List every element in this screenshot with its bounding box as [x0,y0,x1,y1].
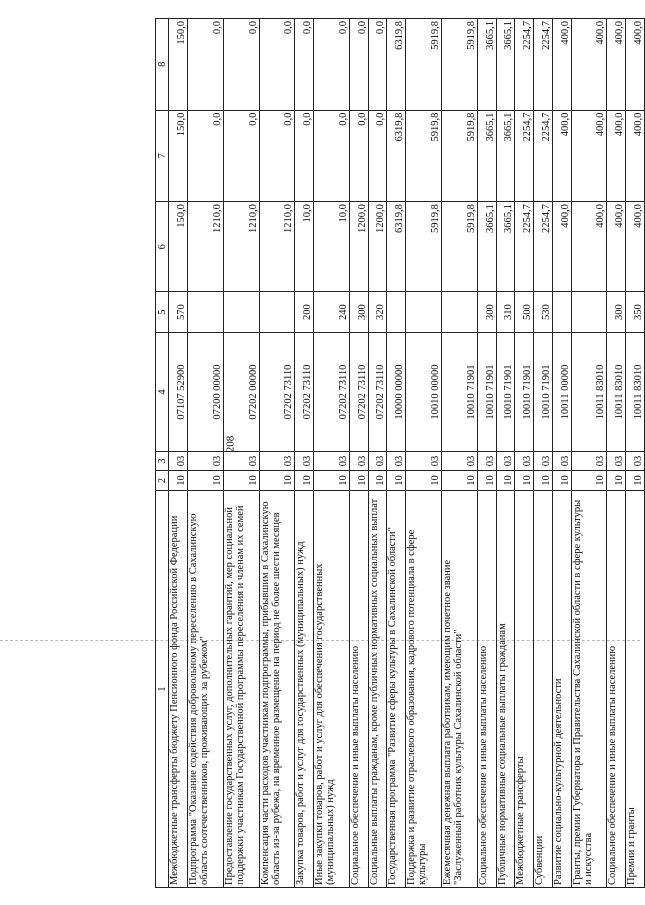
amount-year2: 6319,8 [387,110,406,202]
row-name: Социальное обеспечение и иные выплаты населению [607,491,626,888]
amount-year2: 0,0 [368,110,387,202]
subsection-code: 03 [552,452,571,470]
expense-type-code: 350 [626,292,645,332]
budget-table-rotated [155,18,645,888]
subsection-code: 03 [406,452,442,470]
table-row [259,19,295,888]
target-article-code: 07200 00000 [187,332,223,452]
expense-type-code [442,292,478,332]
amount-year3: 0,0 [314,19,350,111]
page-number: 208 [224,435,237,453]
section-code: 10 [259,470,295,491]
section-code: 10 [496,470,515,491]
table-row [477,19,496,888]
target-article-code: 10010 71901 [515,332,534,452]
row-name: Публичные нормативные социальные выплаты гражданам [496,491,515,888]
target-article-code: 10010 71901 [477,332,496,452]
amount-year2: 0,0 [223,110,259,202]
table-row [169,19,188,888]
amount-year1: 2254,7 [534,202,553,292]
expense-type-code [259,292,295,332]
amount-year2: 400,0 [552,110,571,202]
target-article-code: 07202 73110 [368,332,387,452]
row-name: Межбюджетные трансферты бюджету Пенсионного фонда Российской Федерации [169,491,188,888]
table-row [496,19,515,888]
section-code: 10 [626,470,645,491]
row-name: Межбюджетные трансферты [515,491,534,888]
subsection-code: 03 [314,452,350,470]
amount-year2: 2254,7 [534,110,553,202]
amount-year3: 400,0 [552,19,571,111]
expense-type-code [552,292,571,332]
column-header-2: 2 [156,470,169,491]
amount-year3: 2254,7 [515,19,534,111]
section-code: 10 [368,470,387,491]
amount-year3: 0,0 [223,19,259,111]
amount-year1: 3665,1 [477,202,496,292]
amount-year2: 0,0 [314,110,350,202]
expense-type-code [406,292,442,332]
expense-type-code: 300 [607,292,626,332]
target-article-code: 07202 73110 [295,332,314,452]
column-header-4: 4 [156,332,169,452]
row-name: Государственная программа "Развитие сферы культуры в Сахалинской области" [387,491,406,888]
target-article-code: 10010 71901 [534,332,553,452]
table-row [552,19,571,888]
expense-type-code: 530 [534,292,553,332]
row-name: Предоставление государственных услуг, дополнительных гарантий, мер социальной поддержки участникам Государственной программы переселения и членам их семей [223,491,259,888]
subsection-code: 03 [477,452,496,470]
column-header-6: 6 [156,202,169,292]
table-row [223,19,259,888]
amount-year1: 5919,8 [406,202,442,292]
row-name: Социальное обеспечение и иные выплаты населению [477,491,496,888]
table-row [187,19,223,888]
subsection-code: 03 [496,452,515,470]
table-row [368,19,387,888]
amount-year1: 3665,1 [496,202,515,292]
subsection-code: 03 [571,452,607,470]
section-code: 10 [477,470,496,491]
section-code: 10 [187,470,223,491]
amount-year1: 400,0 [571,202,607,292]
section-code: 10 [223,470,259,491]
amount-year1: 10,0 [295,202,314,292]
column-header-3: 3 [156,452,169,470]
target-article-code: 07202 73110 [314,332,350,452]
amount-year2: 0,0 [187,110,223,202]
expense-type-code [187,292,223,332]
section-code: 10 [169,470,188,491]
target-article-code: 10011 00000 [552,332,571,452]
amount-year2: 400,0 [607,110,626,202]
expense-type-code: 500 [515,292,534,332]
table-row [314,19,350,888]
target-article-code: 07107 52900 [169,332,188,452]
column-header-1: 1 [156,491,169,888]
amount-year1: 400,0 [552,202,571,292]
target-article-code: 10010 00000 [406,332,442,452]
expense-type-code [571,292,607,332]
subsection-code: 03 [368,452,387,470]
table-row [406,19,442,888]
expense-type-code: 300 [477,292,496,332]
amount-year3: 3665,1 [477,19,496,111]
amount-year1: 6319,8 [387,202,406,292]
table-body [169,19,645,888]
amount-year1: 150,0 [169,202,188,292]
table-row [295,19,314,888]
expense-type-code [387,292,406,332]
table-row [515,19,534,888]
target-article-code: 10011 83010 [571,332,607,452]
amount-year2: 400,0 [626,110,645,202]
target-article-code: 10011 83010 [607,332,626,452]
subsection-code: 03 [534,452,553,470]
amount-year3: 150,0 [169,19,188,111]
section-code: 10 [406,470,442,491]
amount-year1: 1210,0 [223,202,259,292]
row-name: Развитие социально-культурной деятельности [552,491,571,888]
amount-year1: 10,0 [314,202,350,292]
amount-year3: 0,0 [295,19,314,111]
amount-year2: 0,0 [259,110,295,202]
amount-year1: 1200,0 [368,202,387,292]
row-name: Премии и гранты [626,491,645,888]
amount-year2: 5919,8 [406,110,442,202]
subsection-code: 03 [223,452,259,470]
amount-year3: 400,0 [626,19,645,111]
row-name: Поддержка и развитие отраслевого образования, кадрового потенциала в сфере культуры [406,491,442,888]
expense-type-code: 300 [350,292,369,332]
section-code: 10 [571,470,607,491]
table-row [534,19,553,888]
amount-year1: 1200,0 [350,202,369,292]
row-name: Закупка товаров, работ и услуг для государственных (муниципальных) нужд [295,491,314,888]
subsection-code: 03 [607,452,626,470]
section-code: 10 [295,470,314,491]
target-article-code: 10010 71901 [496,332,515,452]
target-article-code: 10011 83010 [626,332,645,452]
expense-type-code: 320 [368,292,387,332]
row-name: Субвенции [534,491,553,888]
expense-type-code: 570 [169,292,188,332]
budget-table [155,18,645,888]
amount-year3: 0,0 [259,19,295,111]
subsection-code: 03 [295,452,314,470]
table-row [607,19,626,888]
target-article-code: 10010 71901 [442,332,478,452]
target-article-code: 10000 00000 [387,332,406,452]
subsection-code: 03 [350,452,369,470]
amount-year2: 150,0 [169,110,188,202]
section-code: 10 [607,470,626,491]
amount-year3: 0,0 [350,19,369,111]
amount-year3: 3665,1 [496,19,515,111]
amount-year1: 400,0 [607,202,626,292]
section-code: 10 [314,470,350,491]
amount-year3: 0,0 [187,19,223,111]
section-code: 10 [387,470,406,491]
table-row [350,19,369,888]
subsection-code: 03 [626,452,645,470]
target-article-code: 07202 00000 [223,332,259,452]
table-row [571,19,607,888]
row-name: Подпрограмма "Оказание содействия добровольному переселению в Сахалинскую область соотечественников, проживающих за рубежом" [187,491,223,888]
row-name: Гранты, премии Губернатора и Правительства Сахалинской области в сфере культуры и искусства [571,491,607,888]
amount-year1: 1210,0 [259,202,295,292]
amount-year3: 400,0 [571,19,607,111]
section-code: 10 [350,470,369,491]
amount-year2: 0,0 [295,110,314,202]
section-code: 10 [515,470,534,491]
amount-year2: 3665,1 [496,110,515,202]
amount-year1: 5919,8 [442,202,478,292]
column-header-7: 7 [156,110,169,202]
expense-type-code: 200 [295,292,314,332]
amount-year2: 2254,7 [515,110,534,202]
table-row [442,19,478,888]
row-name: Социальное обеспечение и иные выплаты населению [350,491,369,888]
target-article-code: 07202 73110 [259,332,295,452]
amount-year2: 5919,8 [442,110,478,202]
amount-year3: 0,0 [368,19,387,111]
subsection-code: 03 [442,452,478,470]
amount-year3: 400,0 [607,19,626,111]
subsection-code: 03 [515,452,534,470]
amount-year1: 1210,0 [187,202,223,292]
amount-year2: 400,0 [571,110,607,202]
target-article-code: 07202 73110 [350,332,369,452]
section-code: 10 [442,470,478,491]
table-row [387,19,406,888]
section-code: 10 [552,470,571,491]
table-row [626,19,645,888]
amount-year1: 400,0 [626,202,645,292]
row-name: Ежемесячная денежная выплата работникам, имеющим почетное звание "Заслуженный работник культуры Сахалинской области" [442,491,478,888]
amount-year2: 3665,1 [477,110,496,202]
column-header-5: 5 [156,292,169,332]
table-header-row [156,19,169,888]
amount-year3: 5919,8 [442,19,478,111]
subsection-code: 03 [187,452,223,470]
amount-year3: 5919,8 [406,19,442,111]
row-name: Социальные выплаты гражданам, кроме публичных нормативных социальных выплат [368,491,387,888]
amount-year3: 6319,8 [387,19,406,111]
subsection-code: 03 [387,452,406,470]
expense-type-code [223,292,259,332]
amount-year2: 0,0 [350,110,369,202]
row-name: Иные закупки товаров, работ и услуг для обеспечения государственных (муниципальных) нужд [314,491,350,888]
row-name: Компенсация части расходов участникам подпрограммы, прибывшим в Сахалинскую область из-за рубежа, на временное размещение на период не более шести месяцев [259,491,295,888]
expense-type-code: 240 [314,292,350,332]
amount-year3: 2254,7 [534,19,553,111]
subsection-code: 03 [259,452,295,470]
expense-type-code: 310 [496,292,515,332]
column-header-8: 8 [156,19,169,111]
subsection-code: 03 [169,452,188,470]
section-code: 10 [534,470,553,491]
amount-year1: 2254,7 [515,202,534,292]
